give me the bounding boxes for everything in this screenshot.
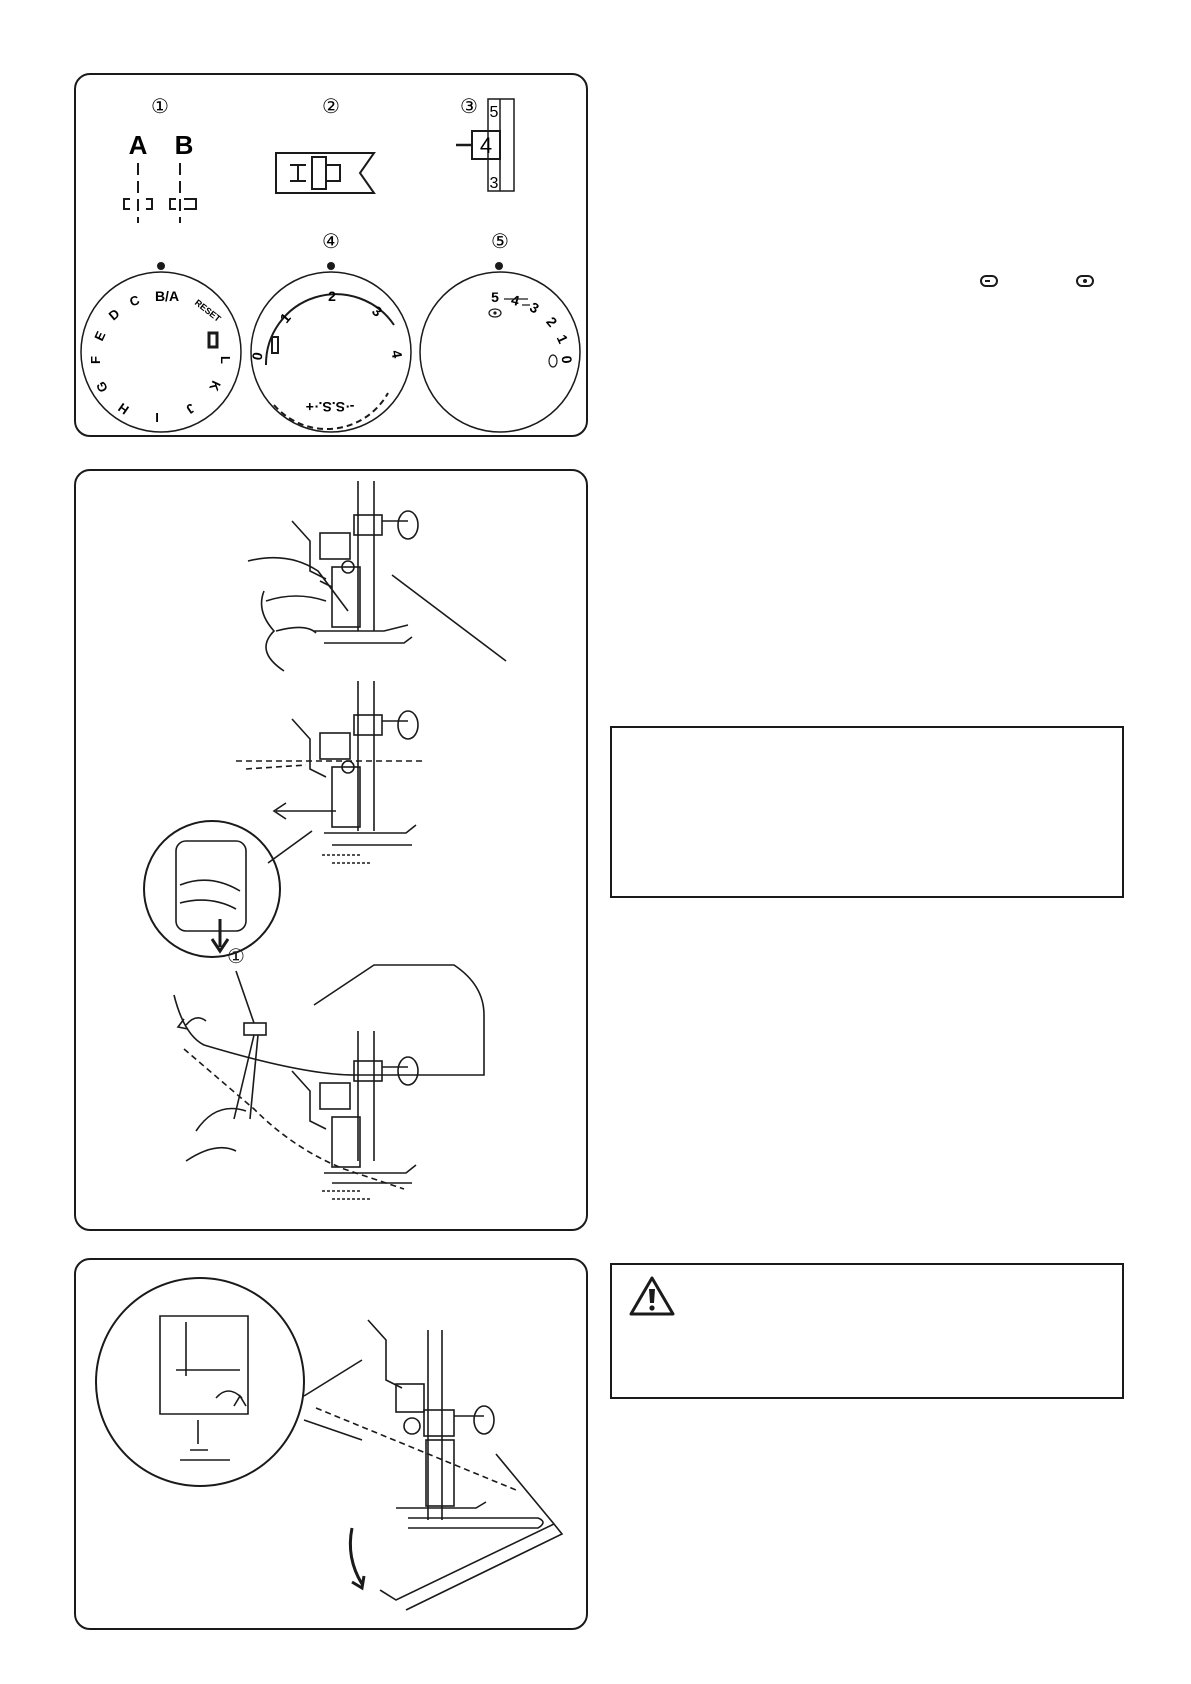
guiding-fabric-illustration xyxy=(248,481,506,671)
length-dial-pointer xyxy=(272,337,278,353)
marker-1: ① xyxy=(151,96,169,118)
tension-number: 5 xyxy=(491,289,499,305)
indicator-value-3: 3 xyxy=(489,175,499,192)
marker-5: ⑤ xyxy=(491,231,509,253)
tension-number: 2 xyxy=(543,313,561,330)
pattern-letter: K xyxy=(206,378,224,394)
pattern-letter: F xyxy=(88,356,103,364)
pattern-dial-ba-label: B/A xyxy=(154,288,180,304)
settings-panel xyxy=(74,73,588,437)
length-number-0: 0 xyxy=(248,350,266,362)
settings-illustration xyxy=(76,75,586,435)
marker-2: ② xyxy=(322,96,340,118)
tension-number: 1 xyxy=(553,331,572,346)
dial-marker-dot xyxy=(157,262,165,270)
length-scale-arc xyxy=(266,294,394,365)
ss-label: -·S.S.·+ xyxy=(305,399,355,415)
indicator-value-4: 4 xyxy=(479,133,493,158)
indicator-value-5: 5 xyxy=(489,104,499,121)
length-number-2: 2 xyxy=(328,288,336,304)
finishing-illustration xyxy=(76,1260,586,1628)
presser-foot-icon xyxy=(276,153,374,193)
sewing-start-illustration xyxy=(76,471,586,1229)
finishing-panel xyxy=(74,1258,588,1630)
pattern-letter: H xyxy=(115,399,132,418)
length-number-4: 4 xyxy=(388,348,406,360)
pattern-letter: C xyxy=(127,292,142,310)
pattern-letter: J xyxy=(183,400,198,417)
pattern-letter: L xyxy=(218,356,233,364)
note-box xyxy=(610,726,1124,898)
needle-position-b: B xyxy=(174,130,194,160)
marker-4: ④ xyxy=(322,231,340,253)
length-number-1: 1 xyxy=(276,309,294,326)
needle-position-icon xyxy=(124,163,196,223)
pattern-letter: D xyxy=(105,305,123,324)
tension-number: 0 xyxy=(558,354,576,365)
thread-cutter-marker: ① xyxy=(227,946,245,968)
needle-position-a: A xyxy=(128,130,148,160)
marker-3: ③ xyxy=(460,96,478,118)
tension-number: 3 xyxy=(527,298,542,317)
dial-marker-dot xyxy=(495,262,503,270)
pattern-dial-reset-label: RESET xyxy=(192,297,223,324)
dial-marker-dot xyxy=(327,262,335,270)
pattern-dial-selected-mark xyxy=(209,333,217,347)
pattern-letter: E xyxy=(91,328,109,344)
thread-cutter-illustration xyxy=(174,946,484,1199)
reverse-stitch-illustration xyxy=(144,681,426,957)
detail-magnifier-circle xyxy=(96,1278,304,1486)
buttonhole-small-icon xyxy=(980,274,998,292)
tension-direction-icons xyxy=(489,299,557,367)
buttonhole-dot-icon xyxy=(1076,274,1094,292)
pattern-letter: G xyxy=(92,379,111,395)
tension-number: 4 xyxy=(509,291,522,309)
sewing-start-panel xyxy=(74,469,588,1231)
caution-box xyxy=(610,1263,1124,1399)
thread-tension-dial[interactable] xyxy=(420,272,580,432)
pattern-letter: I xyxy=(155,410,159,425)
warning-triangle-icon xyxy=(628,1275,676,1322)
length-number-3: 3 xyxy=(369,302,386,320)
